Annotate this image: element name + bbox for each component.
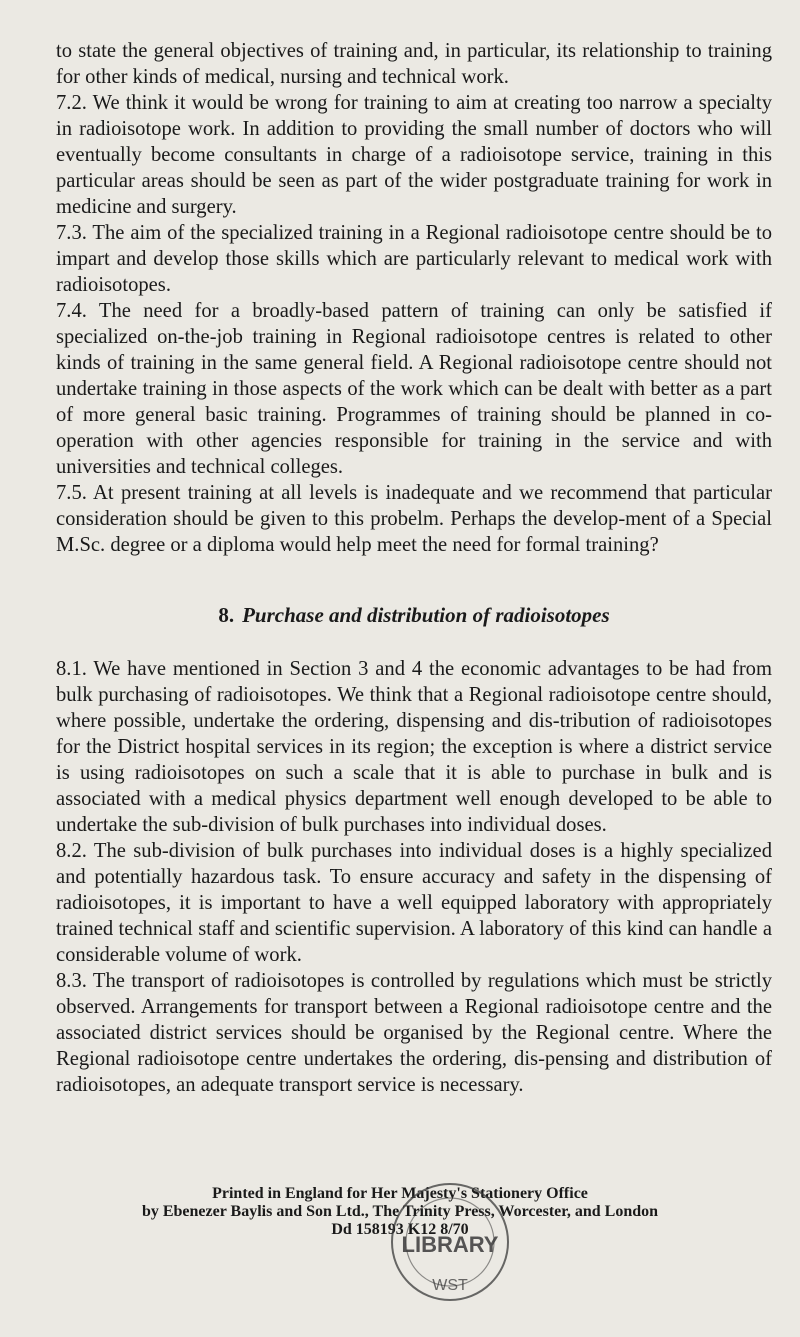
library-stamp <box>388 1180 512 1304</box>
imprint-line-1: Printed in England for Her Majesty's Stationery Office <box>212 1185 588 1202</box>
paragraph-7-4: 7.4. The need for a broadly-based pattern of training can only be satisfied if specialized on-the-job training in Regional radioisotope centres is related to other kinds of training in the same general field. A Regional radioisotope centre should not undertake training in those aspects of the work which can be dealt with better as a part of more general basic training. Programmes of training should be planned in co-operation with other agencies responsible for training in the service and with universities and technical colleges. <box>56 300 772 478</box>
section-number: 8. <box>218 603 235 627</box>
stamp-arc-text: WST <box>432 1277 468 1294</box>
paragraph-8-2: 8.2. The sub-division of bulk purchases into individual doses is a highly specialized and potentially hazardous task. To ensure accuracy and safety in the dispensing of radioisotopes, it is important to have a well equipped laboratory with appropriately trained technical staff and scientific supervision. A laboratory of this kind can handle a considerable volume of work. <box>56 840 772 966</box>
imprint-line-2: by Ebenezer Baylis and Son Ltd., The Trinity Press, Worcester, and London <box>141 1203 659 1220</box>
section-heading <box>56 602 772 628</box>
stamp-library-text: LIBRARY <box>401 1232 499 1257</box>
imprint-line-3: Dd 158193 K12 8/70 <box>331 1221 469 1238</box>
paragraph-8-1: 8.1. We have mentioned in Section 3 and 4 the economic advantages to be had from bulk purchasing of radioisotopes. We think that a Regional radioisotope centre should, where possible, undertake the ordering, dispensing and dis-tribution of radioisotopes for the District hospital services in its region; the exception is where a district service is using radioisotopes on such a scale that it is able to purchase in bulk and is associated with a medical physics department well enough developed to be able to undertake the sub-division of bulk purchases into individual doses. <box>56 658 772 836</box>
section-title: Purchase and distribution of radioisotopes <box>242 603 610 627</box>
paragraph-7-1-continued: to state the general objectives of training and, in particular, its relationship to training for other kinds of medical, nursing and technical work. <box>56 40 772 88</box>
document-page <box>56 38 772 1098</box>
paragraph-7-5: 7.5. At present training at all levels is inadequate and we recommend that particular consideration should be given to this probelm. Perhaps the develop-ment of a Special M.Sc. degree or a diploma would help meet the need for formal training? <box>56 482 772 556</box>
paragraph-8-3: 8.3. The transport of radioisotopes is controlled by regulations which must be strictly observed. Arrangements for transport between a Regional radioisotope centre and the associated district services should be organised by the Regional centre. Where the Regional radioisotope centre undertakes the ordering, dis-pensing and distribution of radioisotopes, an adequate transport service is necessary. <box>56 970 772 1096</box>
paragraph-7-2: 7.2. We think it would be wrong for training to aim at creating too narrow a specialty in radioisotope work. In addition to providing the small number of doctors who will eventually become consultants in charge of a radioisotope service, training in this particular areas should be seen as part of the wider postgraduate training for work in medicine and surgery. <box>56 92 772 218</box>
paragraph-7-3: 7.3. The aim of the specialized training in a Regional radioisotope centre should be to impart and develop those skills which are particularly relevant to medical work with radioisotopes. <box>56 222 772 296</box>
